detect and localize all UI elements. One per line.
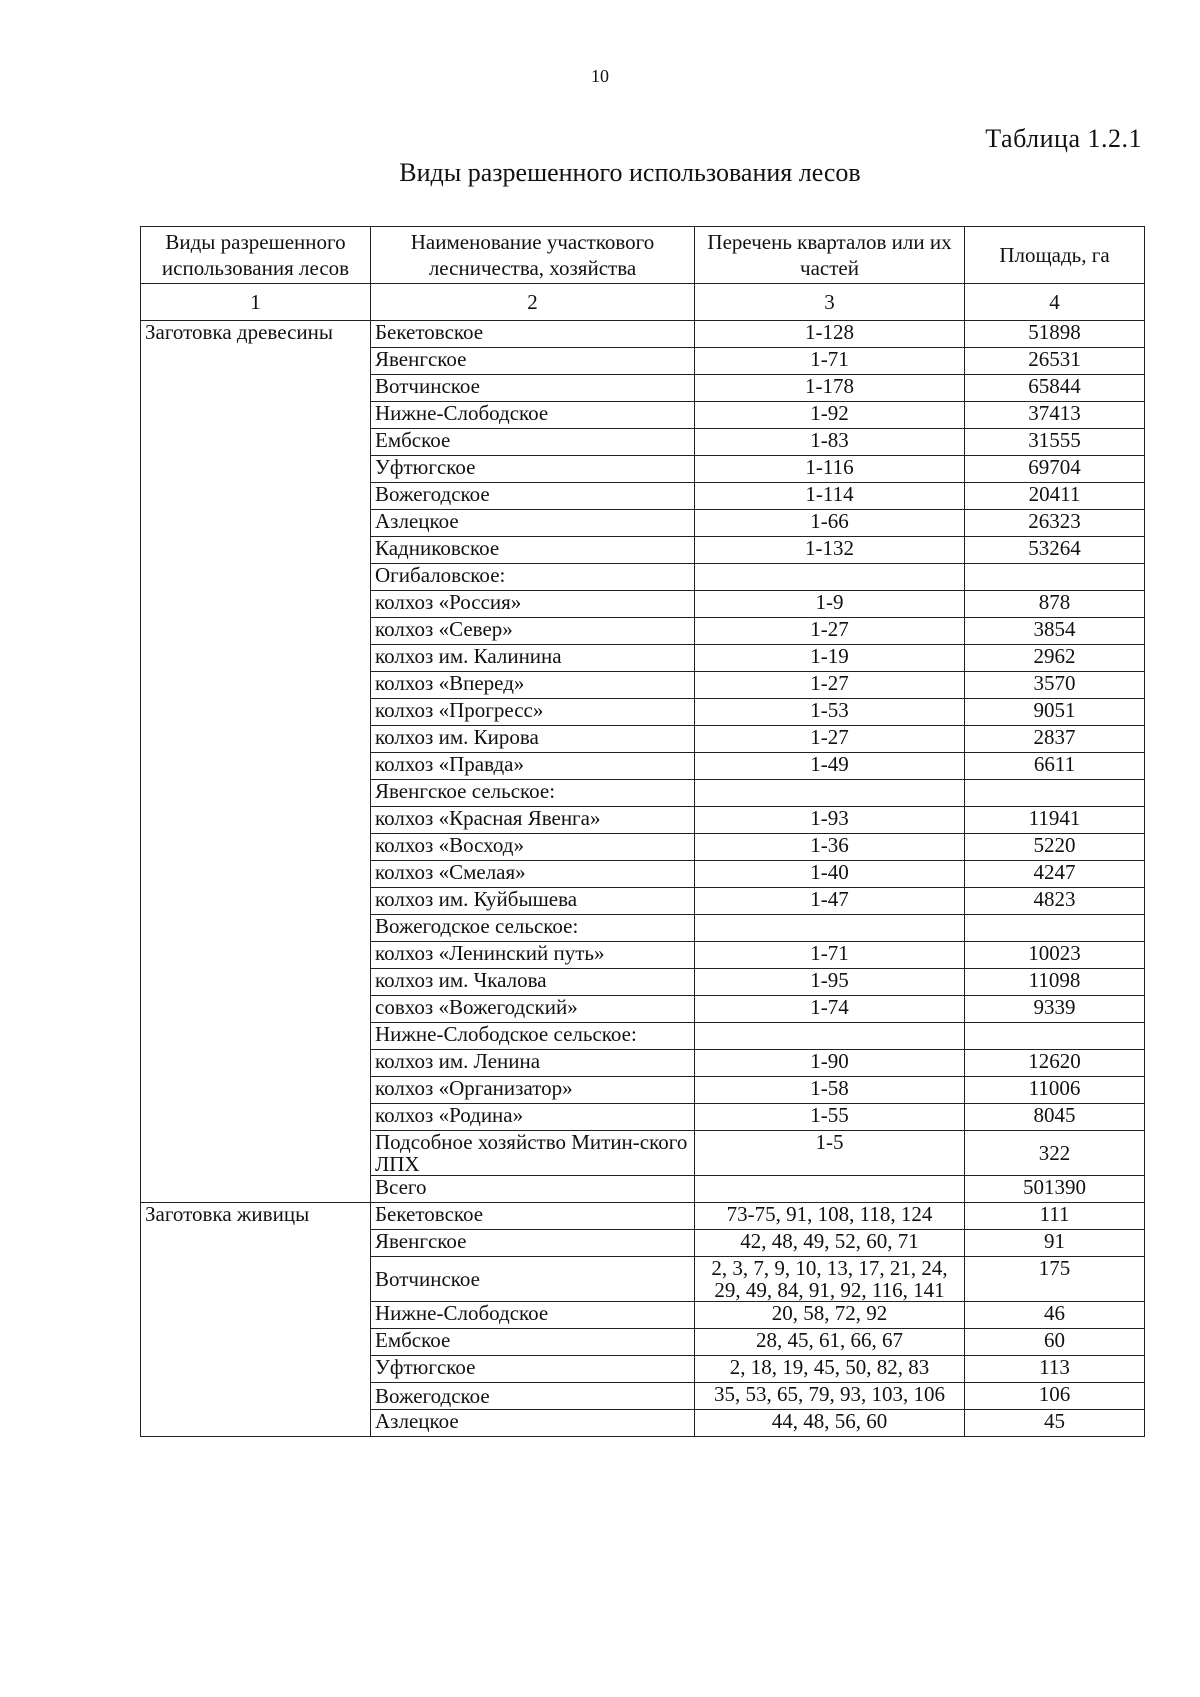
- forestry-name-cell: Уфтюгское: [371, 1356, 695, 1383]
- quarters-cell: 28, 45, 61, 66, 67: [695, 1329, 965, 1356]
- quarters-cell: 1-53: [695, 699, 965, 726]
- forestry-name-cell: колхоз им. Чкалова: [371, 969, 695, 996]
- header-forestry-name: Наименование участкового лесничества, хозяйства: [371, 227, 695, 284]
- forestry-name-cell: Нижне-Слободское: [371, 1302, 695, 1329]
- area-cell: [965, 915, 1145, 942]
- area-cell: 65844: [965, 375, 1145, 402]
- table-row: [141, 1203, 1145, 1230]
- quarters-cell: 44, 48, 56, 60: [695, 1410, 965, 1437]
- forestry-name-cell: Вожегодское: [371, 1383, 695, 1410]
- table-label: Таблица 1.2.1: [985, 124, 1142, 153]
- forestry-name-cell: колхоз им. Кирова: [371, 726, 695, 753]
- area-cell: 69704: [965, 456, 1145, 483]
- forestry-name-cell: колхоз «Красная Явенга»: [371, 807, 695, 834]
- forestry-name-cell: Бекетовское: [371, 321, 695, 348]
- forestry-name-cell: колхоз «Прогресс»: [371, 699, 695, 726]
- forestry-name-cell: колхоз «Восход»: [371, 834, 695, 861]
- table-body: [141, 321, 1145, 1437]
- area-cell: 4823: [965, 888, 1145, 915]
- area-cell: 9051: [965, 699, 1145, 726]
- table-row: [141, 321, 1145, 348]
- quarters-cell: 1-47: [695, 888, 965, 915]
- forestry-name-cell: Азлецкое: [371, 510, 695, 537]
- area-cell: 8045: [965, 1104, 1145, 1131]
- quarters-cell: 1-66: [695, 510, 965, 537]
- page-number: 10: [591, 66, 609, 86]
- forestry-name-cell: Явенгское: [371, 1230, 695, 1257]
- area-cell: 46: [965, 1302, 1145, 1329]
- quarters-cell: 1-27: [695, 618, 965, 645]
- forestry-name-cell: Явенгское: [371, 348, 695, 375]
- forestry-name-cell: Вотчинское: [371, 375, 695, 402]
- forestry-name-cell: Ембское: [371, 429, 695, 456]
- forestry-name-cell: Ембское: [371, 1329, 695, 1356]
- forestry-name-cell: колхоз им. Ленина: [371, 1050, 695, 1077]
- area-cell: 12620: [965, 1050, 1145, 1077]
- column-number: 1: [141, 284, 371, 321]
- area-cell: 11941: [965, 807, 1145, 834]
- forestry-name-cell: колхоз «Родина»: [371, 1104, 695, 1131]
- area-cell: 11098: [965, 969, 1145, 996]
- area-cell: [965, 1023, 1145, 1050]
- table-header-row: [141, 227, 1145, 284]
- use-type-cell: Заготовка древесины: [141, 321, 371, 1203]
- area-cell: 91: [965, 1230, 1145, 1257]
- quarters-cell: 1-40: [695, 861, 965, 888]
- area-cell: 20411: [965, 483, 1145, 510]
- forestry-name-cell: Подсобное хозяйство Митин-ского ЛПХ: [371, 1131, 695, 1176]
- area-cell: 2837: [965, 726, 1145, 753]
- area-cell: 31555: [965, 429, 1145, 456]
- forestry-name-cell: колхоз «Россия»: [371, 591, 695, 618]
- quarters-cell: 1-36: [695, 834, 965, 861]
- page-title: Виды разрешенного использования лесов: [399, 158, 861, 187]
- quarters-cell: 1-58: [695, 1077, 965, 1104]
- quarters-cell: 1-128: [695, 321, 965, 348]
- area-cell: 26531: [965, 348, 1145, 375]
- area-cell: 51898: [965, 321, 1145, 348]
- header-use-type: Виды разрешенного использования лесов: [141, 227, 371, 284]
- forestry-name-cell: колхоз им. Куйбышева: [371, 888, 695, 915]
- area-cell: 2962: [965, 645, 1145, 672]
- area-cell: 322: [965, 1131, 1145, 1176]
- forestry-name-cell: совхоз «Вожегодский»: [371, 996, 695, 1023]
- area-cell: 3854: [965, 618, 1145, 645]
- area-cell: 10023: [965, 942, 1145, 969]
- column-number: 4: [965, 284, 1145, 321]
- quarters-cell: 42, 48, 49, 52, 60, 71: [695, 1230, 965, 1257]
- area-cell: 6611: [965, 753, 1145, 780]
- quarters-cell: [695, 1176, 965, 1203]
- forestry-name-cell: Уфтюгское: [371, 456, 695, 483]
- quarters-cell: 1-116: [695, 456, 965, 483]
- quarters-cell: 1-93: [695, 807, 965, 834]
- quarters-cell: 2, 18, 19, 45, 50, 82, 83: [695, 1356, 965, 1383]
- forestry-name-cell: Нижне-Слободское сельское:: [371, 1023, 695, 1050]
- forestry-name-cell: колхоз «Смелая»: [371, 861, 695, 888]
- quarters-cell: 1-90: [695, 1050, 965, 1077]
- area-cell: 11006: [965, 1077, 1145, 1104]
- area-cell: 106: [965, 1383, 1145, 1410]
- forestry-name-cell: колхоз «Север»: [371, 618, 695, 645]
- area-cell: 175: [965, 1257, 1145, 1302]
- quarters-cell: 1-178: [695, 375, 965, 402]
- area-cell: 60: [965, 1329, 1145, 1356]
- quarters-cell: 1-71: [695, 942, 965, 969]
- area-cell: 53264: [965, 537, 1145, 564]
- area-cell: 26323: [965, 510, 1145, 537]
- area-cell: 3570: [965, 672, 1145, 699]
- quarters-cell: 1-19: [695, 645, 965, 672]
- quarters-cell: 1-27: [695, 672, 965, 699]
- forestry-name-cell: Огибаловское:: [371, 564, 695, 591]
- quarters-cell: 1-71: [695, 348, 965, 375]
- quarters-cell: [695, 915, 965, 942]
- quarters-cell: 1-83: [695, 429, 965, 456]
- forestry-name-cell: Явенгское сельское:: [371, 780, 695, 807]
- forestry-name-cell: Вотчинское: [371, 1257, 695, 1302]
- forestry-name-cell: Нижне-Слободское: [371, 402, 695, 429]
- quarters-cell: [695, 780, 965, 807]
- quarters-cell: 1-114: [695, 483, 965, 510]
- quarters-cell: 1-27: [695, 726, 965, 753]
- area-cell: 111: [965, 1203, 1145, 1230]
- quarters-cell: 73-75, 91, 108, 118, 124: [695, 1203, 965, 1230]
- header-area: Площадь, га: [965, 227, 1145, 284]
- forestry-name-cell: колхоз им. Калинина: [371, 645, 695, 672]
- forestry-name-cell: колхоз «Правда»: [371, 753, 695, 780]
- column-number: 3: [695, 284, 965, 321]
- forestry-name-cell: Вожегодское сельское:: [371, 915, 695, 942]
- forestry-name-cell: колхоз «Ленинский путь»: [371, 942, 695, 969]
- header-quarters: Перечень кварталов или их частей: [695, 227, 965, 284]
- forestry-name-cell: Всего: [371, 1176, 695, 1203]
- quarters-cell: 1-92: [695, 402, 965, 429]
- forestry-name-cell: Вожегодское: [371, 483, 695, 510]
- quarters-cell: 1-132: [695, 537, 965, 564]
- quarters-cell: 2, 3, 7, 9, 10, 13, 17, 21, 24, 29, 49, 84, 91, 92, 116, 141: [695, 1257, 965, 1302]
- forestry-name-cell: Азлецкое: [371, 1410, 695, 1437]
- quarters-cell: 35, 53, 65, 79, 93, 103, 106: [695, 1383, 965, 1410]
- column-number-row: [141, 284, 1145, 321]
- area-cell: [965, 780, 1145, 807]
- column-number: 2: [371, 284, 695, 321]
- forestry-name-cell: колхоз «Вперед»: [371, 672, 695, 699]
- area-cell: 9339: [965, 996, 1145, 1023]
- area-cell: 37413: [965, 402, 1145, 429]
- area-cell: 878: [965, 591, 1145, 618]
- quarters-cell: 20, 58, 72, 92: [695, 1302, 965, 1329]
- quarters-cell: 1-95: [695, 969, 965, 996]
- forestry-name-cell: колхоз «Организатор»: [371, 1077, 695, 1104]
- quarters-cell: [695, 564, 965, 591]
- forestry-name-cell: Кадниковское: [371, 537, 695, 564]
- quarters-cell: [695, 1023, 965, 1050]
- area-cell: 113: [965, 1356, 1145, 1383]
- quarters-cell: 1-5: [695, 1131, 965, 1176]
- area-cell: 5220: [965, 834, 1145, 861]
- forest-use-table: [140, 226, 1145, 1437]
- area-cell: 4247: [965, 861, 1145, 888]
- quarters-cell: 1-74: [695, 996, 965, 1023]
- area-cell: [965, 564, 1145, 591]
- area-cell: 45: [965, 1410, 1145, 1437]
- quarters-cell: 1-55: [695, 1104, 965, 1131]
- quarters-cell: 1-49: [695, 753, 965, 780]
- use-type-cell: Заготовка живицы: [141, 1203, 371, 1437]
- quarters-cell: 1-9: [695, 591, 965, 618]
- forestry-name-cell: Бекетовское: [371, 1203, 695, 1230]
- area-cell: 501390: [965, 1176, 1145, 1203]
